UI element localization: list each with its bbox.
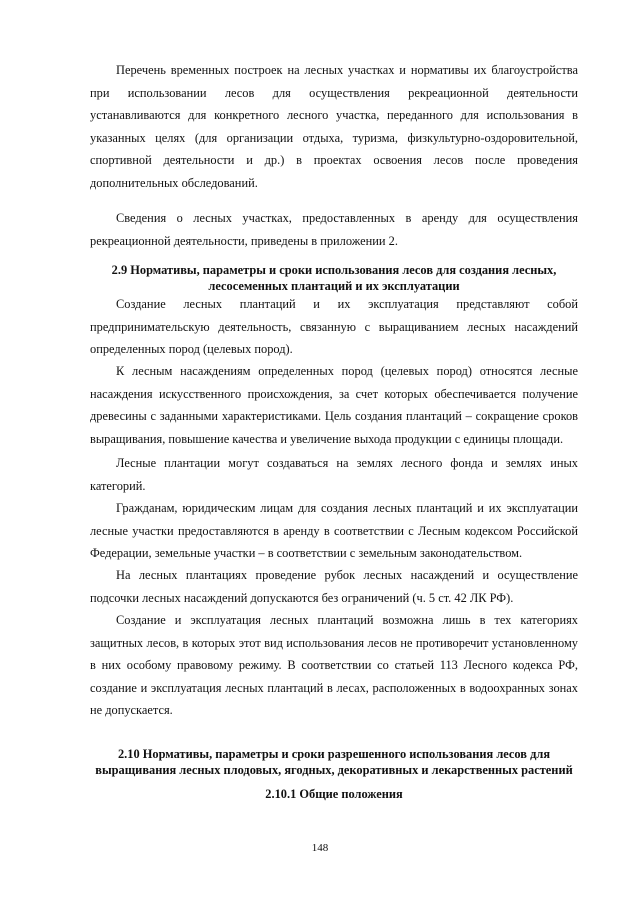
section-2-10-heading-line2: выращивания лесных плодовых, ягодных, декоративных и лекарственных растений bbox=[95, 762, 573, 777]
section-2-10-1-heading: 2.10.1 Общие положения bbox=[265, 787, 403, 801]
paragraph-lease-provision: Гражданам, юридическим лицам для создания лесных плантаций и их эксплуатации лесные участки предоставляются в аренду в соответствии с Лесным кодексом Российской Федерации, земельные участки – в соответствии с земельным законодательством. bbox=[90, 501, 578, 561]
paragraph-temporary-buildings: Перечень временных построек на лесных участках и нормативы их благоустройства при использовании лесов для осуществления рекреационной деятельности устанавливаются для конкретного лесного участка, переданного для использования в указанных целях (для организации отдыха, туризма, физкультурно-оздоровительной, спортивной деятельности и др.) в проектах освоения лесов после проведения дополнительных обследований. bbox=[90, 63, 578, 190]
section-2-9-heading bbox=[60, 263, 608, 294]
paragraph-target-species: К лесным насаждениям определенных пород (целевых пород) относятся лесные насаждения искусственного происхождения, за счет которых обеспечивается получение древесины с заданными характеристиками. Цель создания плантаций – сокращение сроков выращивания, повышение качества и увеличение выхода продукции с единицы площади. bbox=[90, 364, 578, 446]
paragraph-leased-plots: Сведения о лесных участках, предоставленных в аренду для осуществления рекреационной деятельности, приведены в приложении 2. bbox=[90, 211, 578, 248]
paragraph-protective-forests: Создание и эксплуатация лесных плантаций возможна лишь в тех категориях защитных лесов, в которых этот вид использования лесов не противоречит установленному в них особому правовому режиму. В соответствии со статьей 113 Лесного кодекса РФ, создание и эксплуатация лесных плантаций в лесах, расположенных в водоохранных зонах не допускается. bbox=[90, 613, 578, 718]
section-2-10-heading bbox=[60, 747, 608, 778]
section-2-9-heading-line1: 2.9 Нормативы, параметры и сроки использования лесов для создания лесных, bbox=[111, 263, 557, 277]
paragraph-felling-tapping: На лесных плантациях проведение рубок лесных насаждений и осуществление подсочки лесных насаждений допускаются без ограничений (ч. 5 ст. 42 ЛК РФ). bbox=[90, 568, 578, 605]
section-2-9-heading-line2: лесосеменных плантаций и их эксплуатации bbox=[208, 278, 460, 293]
page-number: 148 bbox=[311, 842, 329, 854]
paragraph-plantation-lands: Лесные плантации могут создаваться на землях лесного фонда и землях иных категорий. bbox=[90, 456, 578, 493]
section-2-10-heading-line1: 2.10 Нормативы, параметры и сроки разрешенного использования лесов для bbox=[117, 747, 551, 761]
paragraph-plantations-business: Создание лесных плантаций и их эксплуатация представляют собой предпринимательскую деятельность, связанную с выращиванием лесных насаждений определенных пород (целевых пород). bbox=[90, 297, 578, 357]
